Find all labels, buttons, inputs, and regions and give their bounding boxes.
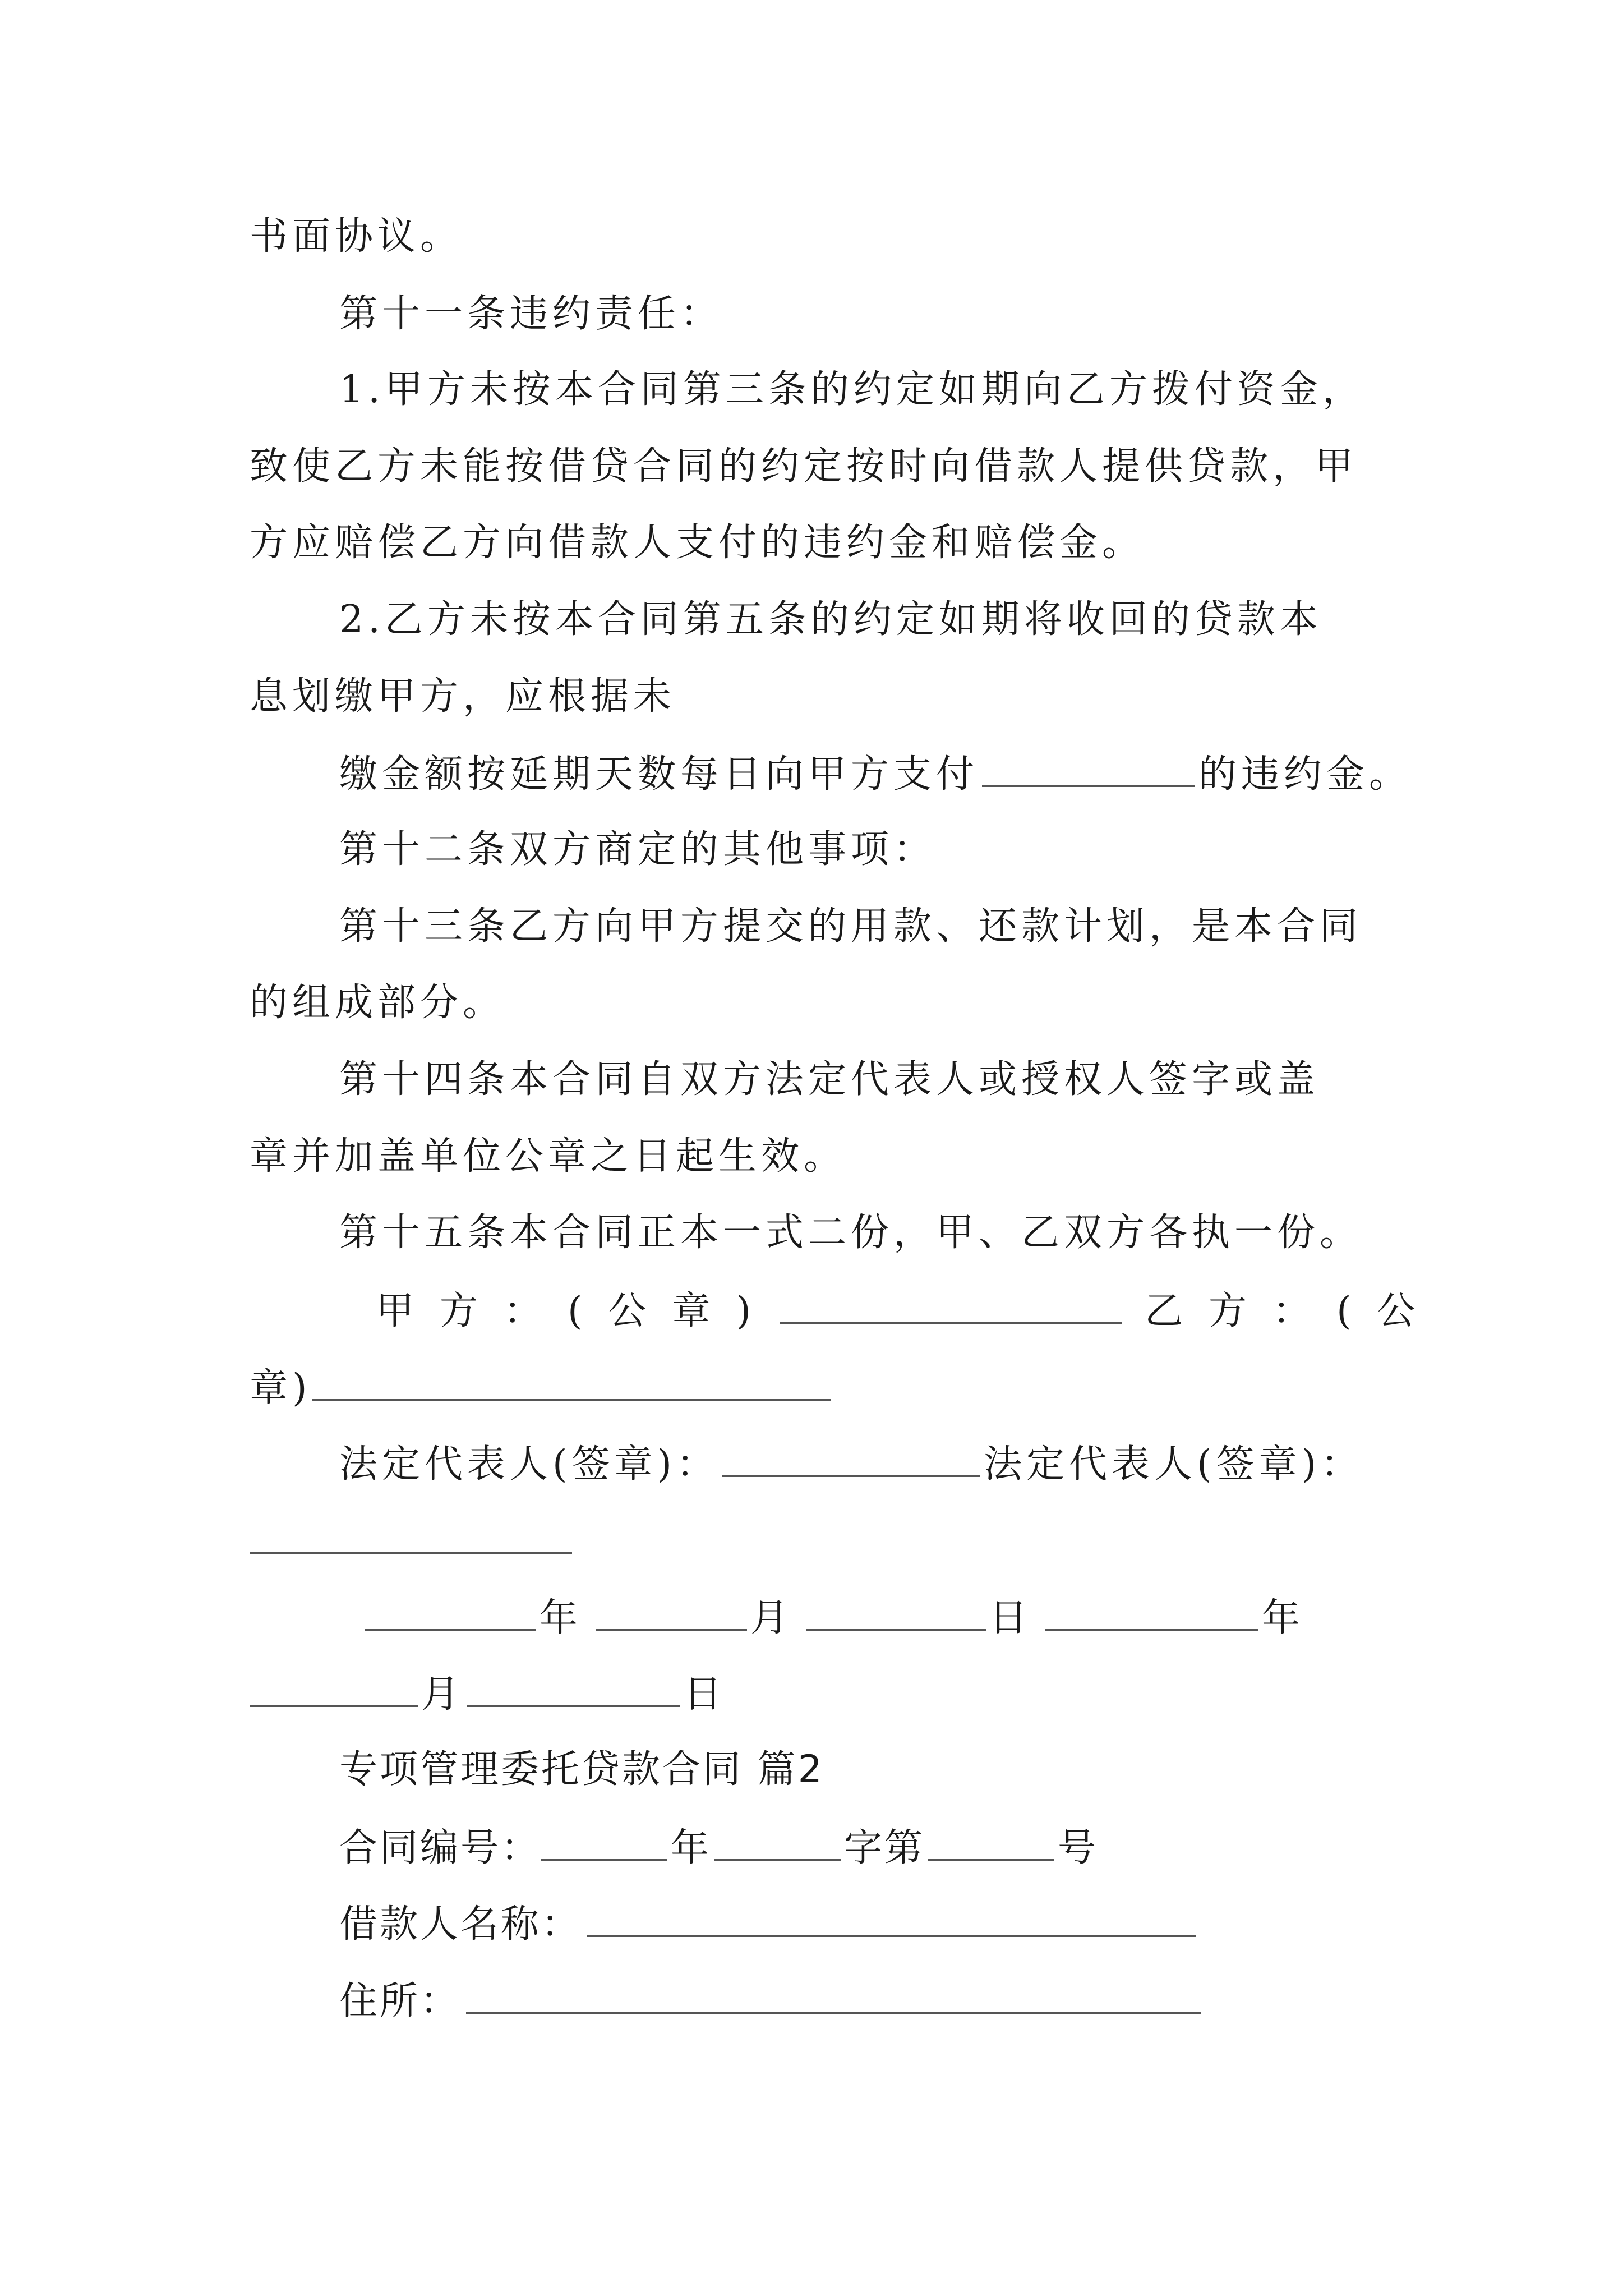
penalty-line: [339, 751, 1412, 797]
day-label: 日: [989, 1596, 1032, 1640]
year-label: 年: [1262, 1596, 1305, 1640]
party-a-month-blank[interactable]: [596, 1594, 747, 1631]
text-line: 第十四条本合同自双方法定代表人或授权人签字或盖: [339, 1057, 1320, 1102]
text-line: 致使乙方未能按借贷合同的约定按时向借款人提供贷款，甲: [250, 444, 1358, 489]
text-segment: 章): [250, 1366, 312, 1410]
party-a-label: 甲方：(公章): [376, 1289, 777, 1333]
text-line: 第十五条本合同正本一式二份，甲、乙双方各执一份。: [339, 1211, 1363, 1255]
party-b-label: 乙方：(公: [1145, 1289, 1441, 1333]
text-line: 2.乙方未按本合同第五条的约定如期将收回的贷款本: [339, 597, 1322, 642]
date-line: [362, 1594, 1304, 1641]
party-b-day-blank[interactable]: [467, 1671, 680, 1707]
day-label: 日: [684, 1672, 727, 1717]
text-segment: 缴金额按延期天数每日向甲方支付: [339, 752, 979, 797]
address-blank[interactable]: [466, 1977, 1201, 2014]
party-b-rep-line: [250, 1517, 575, 1564]
text-line: 的组成部分。: [250, 981, 506, 1025]
month-label: 月: [421, 1672, 464, 1717]
party-a-seal-line: [376, 1287, 1441, 1334]
borrower-name-blank[interactable]: [587, 1901, 1196, 1937]
party-b-year-blank[interactable]: [1045, 1594, 1258, 1631]
address-label: 住所：: [339, 1979, 461, 2023]
text-line: 息划缴甲方，应根据未: [250, 674, 676, 719]
text-segment: 的违约金。: [1198, 752, 1412, 797]
year-label: 年: [540, 1596, 583, 1640]
party-b-rep-label: 法定代表人(签章)：: [984, 1442, 1364, 1487]
party-b-seal-blank[interactable]: [312, 1364, 831, 1401]
clause-heading: 第十二条双方商定的其他事项：: [339, 827, 937, 872]
borrower-name-line: [339, 1901, 1199, 1947]
text-line: 章并加盖单位公章之日起生效。: [250, 1134, 847, 1179]
contract-number-line: [339, 1824, 1098, 1871]
party-a-rep-label: 法定代表人(签章)：: [339, 1442, 720, 1487]
party-a-seal-blank[interactable]: [780, 1287, 1122, 1324]
date-line-continued: [250, 1671, 726, 1717]
party-a-day-blank[interactable]: [806, 1594, 986, 1631]
borrower-name-label: 借款人名称：: [339, 1902, 582, 1947]
month-label: 月: [750, 1596, 794, 1640]
contract-seq-blank[interactable]: [928, 1824, 1054, 1861]
party-b-month-blank[interactable]: [250, 1671, 418, 1707]
contract-year-blank[interactable]: [541, 1824, 667, 1861]
party-b-seal-line: [250, 1364, 834, 1411]
text-line: 第十三条乙方向甲方提交的用款、还款计划，是本合同: [339, 904, 1363, 949]
clause-heading: 第十一条违约责任：: [339, 292, 723, 336]
blank-field[interactable]: [982, 751, 1195, 787]
text-line: 方应赔偿乙方向借款人支付的违约金和赔偿金。: [250, 521, 1145, 565]
party-a-rep-blank[interactable]: [722, 1441, 980, 1477]
legal-rep-line: [339, 1441, 1363, 1487]
text-segment: 号: [1058, 1826, 1099, 1870]
address-line: [339, 1977, 1204, 2024]
contract-number-label: 合同编号：: [339, 1826, 542, 1870]
text-line: 1.甲方未按本合同第三条的约定如期向乙方拨付资金，: [339, 367, 1365, 412]
contract-word-blank[interactable]: [714, 1824, 841, 1861]
text-segment: 年: [671, 1826, 712, 1870]
party-b-rep-blank[interactable]: [250, 1517, 572, 1554]
text-line: 书面协议。: [250, 214, 463, 259]
section-title: 专项管理委托贷款合同 篇2: [339, 1747, 824, 1792]
text-segment: 字第: [844, 1826, 925, 1870]
party-a-year-blank[interactable]: [365, 1594, 536, 1631]
